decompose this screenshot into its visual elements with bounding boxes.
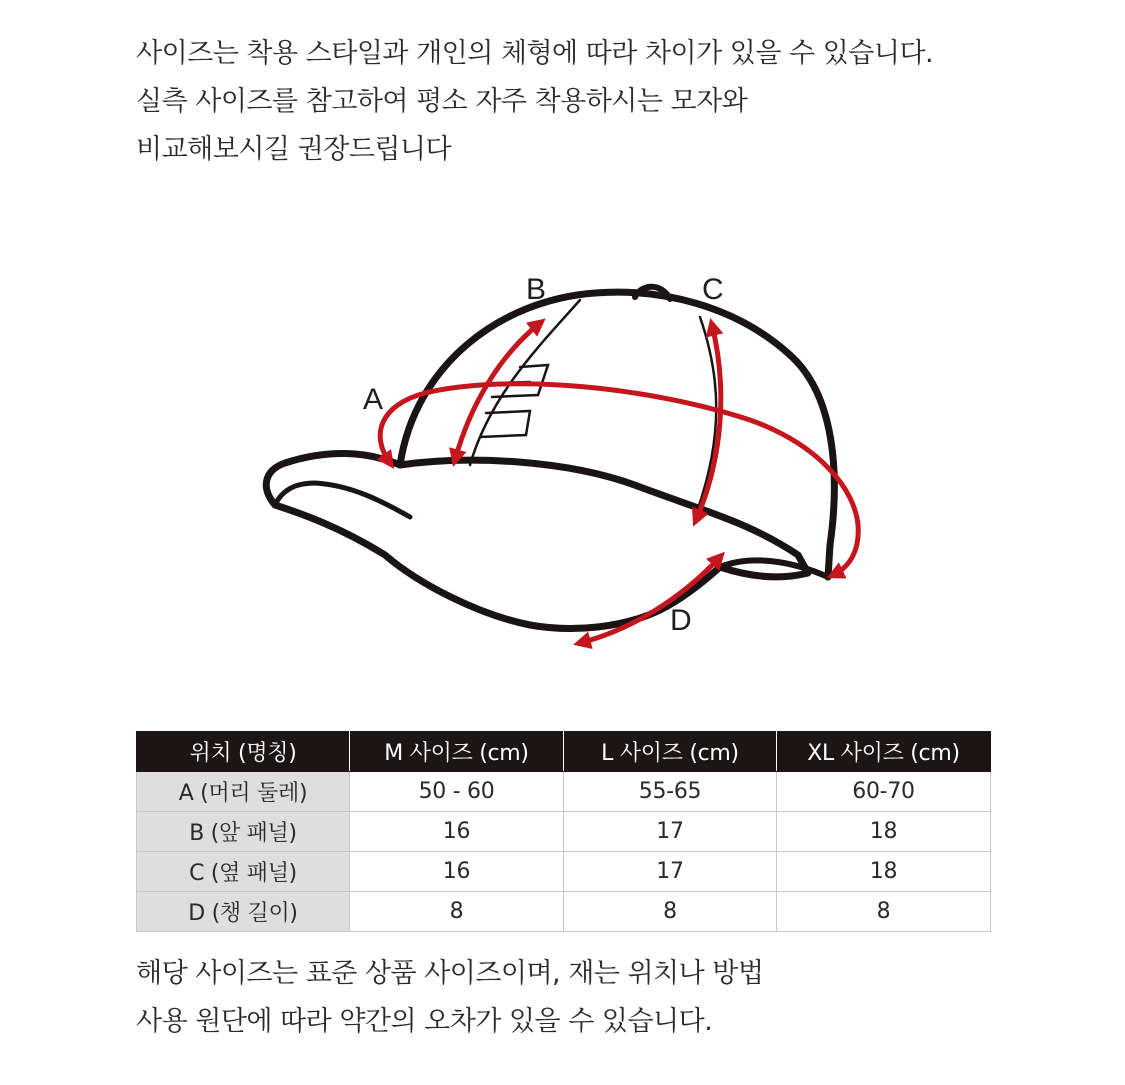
disclaimer-line: 사용 원단에 따라 약간의 오차가 있을 수 있습니다.	[136, 1006, 713, 1037]
intro-text	[136, 30, 1036, 174]
cell-m: 50 - 60	[350, 772, 564, 812]
label-b: B	[526, 273, 547, 306]
cell-m: 16	[350, 852, 564, 892]
cell-l: 17	[564, 852, 777, 892]
cell-xl: 18	[777, 812, 991, 852]
cell-xl: 8	[777, 892, 991, 932]
cell-m: 16	[350, 812, 564, 852]
label-a: A	[363, 383, 384, 416]
cap-measurement-diagram	[230, 255, 880, 675]
column-header-l: L 사이즈 (cm)	[564, 732, 777, 772]
row-label: C (옆 패널)	[137, 852, 350, 892]
column-header-xl: XL 사이즈 (cm)	[777, 732, 991, 772]
column-header-position: 위치 (명칭)	[137, 732, 350, 772]
cell-m: 8	[350, 892, 564, 932]
cell-l: 17	[564, 812, 777, 852]
cap-outline	[266, 287, 834, 629]
table-row	[137, 772, 991, 812]
disclaimer-line: 해당 사이즈는 표준 상품 사이즈이며, 재는 위치나 방법	[136, 958, 764, 989]
intro-line: 사이즈는 착용 스타일과 개인의 체형에 따라 차이가 있을 수 있습니다.	[136, 38, 934, 69]
cell-xl: 60-70	[777, 772, 991, 812]
size-table	[136, 731, 991, 932]
disclaimer-text	[136, 950, 1036, 1046]
label-d: D	[670, 604, 692, 637]
intro-line: 비교해보시길 권장드립니다	[136, 134, 452, 165]
cell-l: 8	[564, 892, 777, 932]
table-row	[137, 852, 991, 892]
row-label: A (머리 둘레)	[137, 772, 350, 812]
row-label: B (앞 패널)	[137, 812, 350, 852]
cell-xl: 18	[777, 852, 991, 892]
intro-line: 실측 사이즈를 참고하여 평소 자주 착용하시는 모자와	[136, 86, 748, 117]
arrow-c-side-panel	[696, 325, 721, 520]
column-header-m: M 사이즈 (cm)	[350, 732, 564, 772]
label-c: C	[702, 273, 724, 306]
size-table-header-row	[137, 732, 991, 772]
row-label: D (챙 길이)	[137, 892, 350, 932]
cap-brim	[266, 453, 808, 628]
panel-seams	[470, 300, 716, 517]
table-row	[137, 892, 991, 932]
cell-l: 55-65	[564, 772, 777, 812]
table-row	[137, 812, 991, 852]
